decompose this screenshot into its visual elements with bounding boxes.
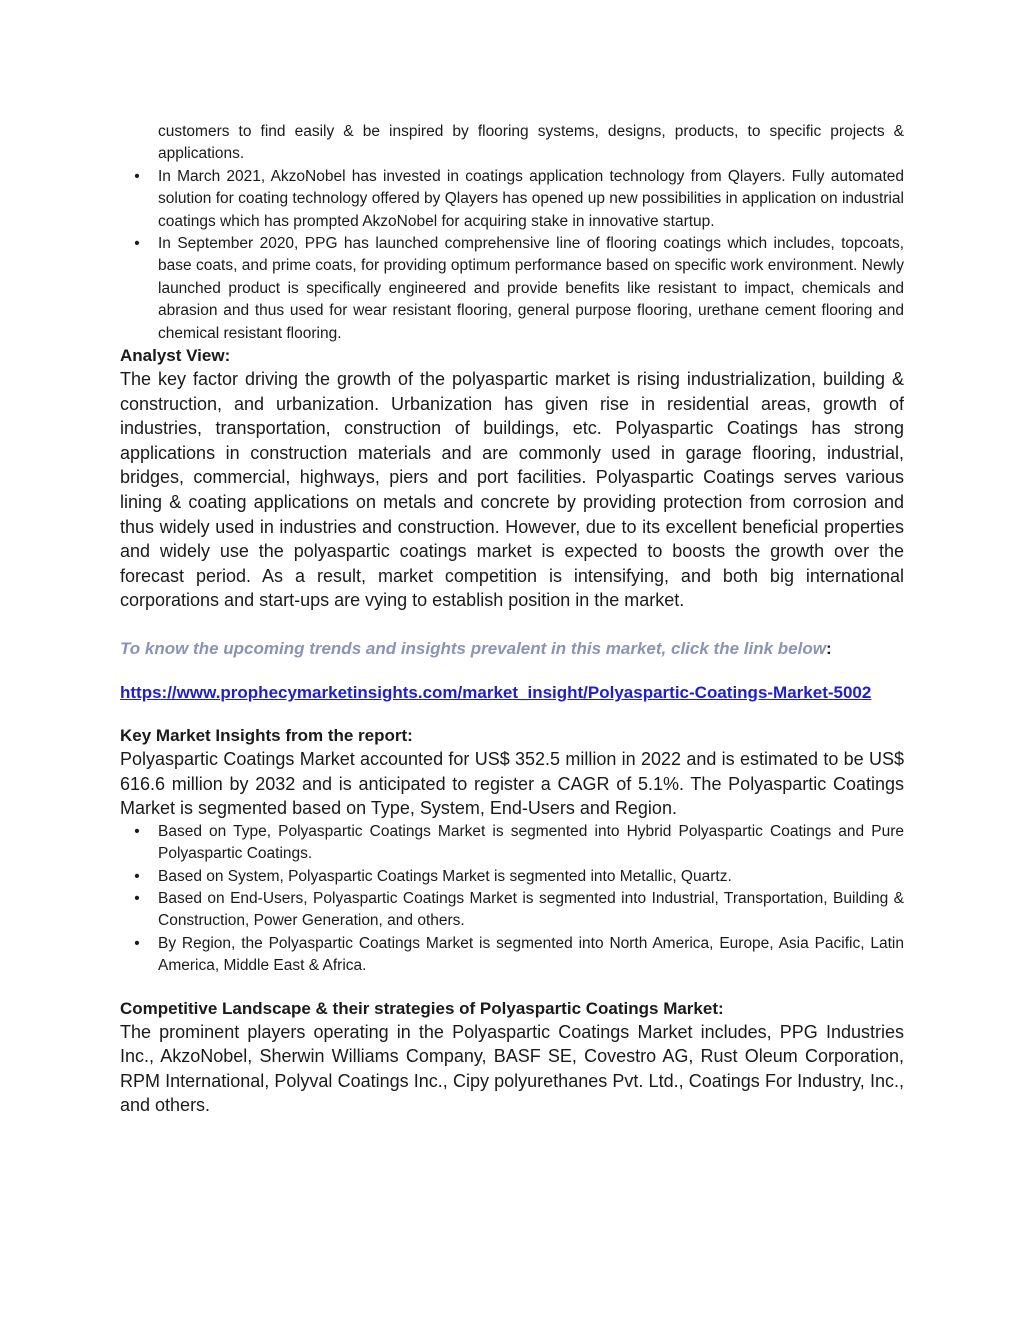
callout-text: To know the upcoming trends and insights prevalent in this market, click the link below [120,639,826,658]
bullet-text: Based on End-Users, Polyaspartic Coatings Market is segmented into Industrial, Transportation, Building & Construction, Power Generation, and others. [158,890,904,930]
news-bullet-list [120,166,904,345]
bullet-text: By Region, the Polyaspartic Coatings Market is segmented into North America, Europe, Asia Pacific, Latin America, Middle East & Africa. [158,934,904,975]
bullet-text: Based on System, Polyaspartic Coatings Market is segmented into Metallic, Quartz. [158,867,732,885]
trends-callout [120,637,904,661]
competitive-heading: Competitive Landscape & their strategies of Polyaspartic Coatings Market: [120,998,724,1018]
bullet-icon: • [134,822,140,840]
bullet-text: Based on Type, Polyaspartic Coatings Market is segmented into Hybrid Polyaspartic Coatings and Pure Polyaspartic Coatings. [158,822,904,863]
bullet-icon: • [134,867,140,885]
bullet-icon: • [134,235,140,253]
bullet-text: In September 2020, PPG has launched comprehensive line of flooring coatings which includes, topcoats, base coats, and prime coats, for providing optimum performance based on specific work environment. Newly launched product is specifically engineered and provide benefits like resistant to impact, chemicals and abrasion and thus used for wear resistant flooring, general purpose flooring, urethane cement flooring and chemical resistant flooring. [158,235,904,342]
key-insights-heading: Key Market Insights from the report: [120,726,413,745]
list-item [120,233,904,345]
list-item [120,866,904,888]
list-item [120,888,904,933]
report-link[interactable]: https://www.prophecymarketinsights.com/market_insight/Polyaspartic-Coatings-Market-5002 [120,683,872,702]
list-item [120,933,904,978]
bullet-icon: • [134,890,140,907]
bullet-icon: • [134,167,140,185]
analyst-view-heading: Analyst View: [120,346,231,366]
competitive-paragraph: The prominent players operating in the Polyaspartic Coatings Market includes, PPG Industries Inc., AkzoNobel, Sherwin Williams Company, BASF SE, Covestro AG, Rust Oleum Corporation, RPM International, Polyval Coatings Inc., Cipy polyurethanes Pvt. Ltd., Coatings For Industry, Inc., and others. [120,1021,904,1116]
bullet-continuation: customers to find easily & be inspired by flooring systems, designs, products, to specific projects & applications. [158,123,904,163]
analyst-view-paragraph: The key factor driving the growth of the polyaspartic market is rising industrialization, building & construction, and urbanization. Urbanization has given rise in residential areas, growth of industries, transportation, construction of buildings, etc. Polyaspartic Coatings has strong applications in construction materials and are commonly used in garage flooring, industrial, bridges, commercial, highways, piers and port facilities. Polyaspartic Coatings serves various lining & coating applications on metals and concrete by providing protection from corrosion and thus widely used in industries and construction. However, due to its excellent beneficial properties and widely use the polyaspartic coatings market is expected to boosts the growth over the forecast period. As a result, market competition is intensifying, and both big international corporations and start-ups are vying to establish position in the market. [120,369,904,611]
segment-bullet-list [120,821,904,978]
list-item [120,821,904,866]
bullet-text: In March 2021, AkzoNobel has invested in coatings application technology from Qlayers. Fully automated solution for coating technology offered by Qlayers has opened up new possibilities in application on industrial coatings which has prompted AkzoNobel for acquiring stake in innovative startup. [158,167,904,230]
callout-colon: : [825,639,832,658]
list-item [120,166,904,233]
key-insights-paragraph: Polyaspartic Coatings Market accounted for US$ 352.5 million in 2022 and is estimated to be US$ 616.6 million by 2032 and is anticipated to register a CAGR of 5.1%. The Polyaspartic Coatings Market is segmented based on Type, System, End-Users and Region. [120,749,904,819]
bullet-icon: • [134,934,140,952]
